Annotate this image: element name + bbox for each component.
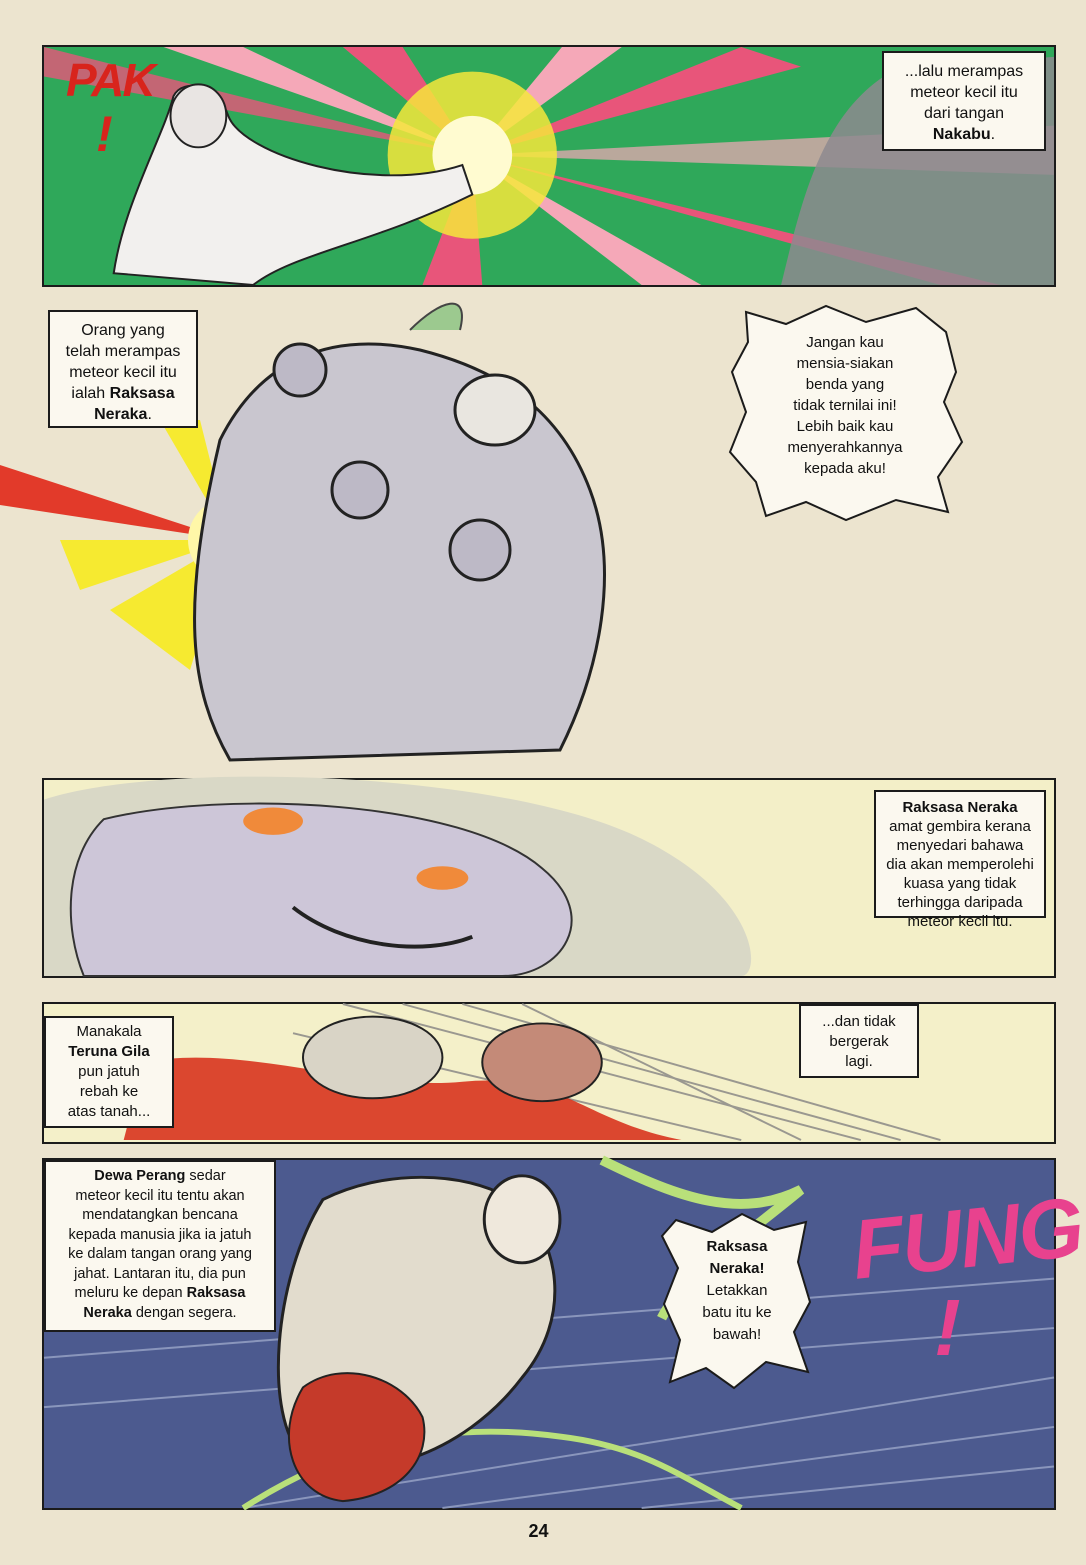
panel-3 (42, 778, 1056, 978)
teruna-gila (303, 1017, 442, 1099)
speech-dewa-perang: Raksasa Neraka! Letakkan batu itu ke bawah! (702, 1238, 772, 1343)
caption-dewa-perang: Dewa Perang sedar meteor kecil itu tentu akan mendatangkan bencana kepada manusia jika ia jatuh ke dalam tangan orang yang jahat. Lantaran itu, dia pun meluru ke depan Raksasa Neraka dengan segera. (44, 1160, 276, 1332)
panel-4 (42, 1002, 1056, 1144)
caption-raksasa-neraka: Orang yang telah merampas meteor kecil itu ialah Raksasa Neraka. (48, 310, 198, 428)
caption-teruna-gila: Manakala Teruna Gila pun jatuh rebah ke atas tanah... (44, 1016, 174, 1128)
eye-right (417, 866, 469, 890)
sfx-pak-exclaim: ! (96, 106, 111, 162)
caption-tidak-bergerak: ...dan tidak bergerak lagi. (799, 1004, 919, 1078)
panel-5 (42, 1158, 1086, 1510)
sfx-fung: FUNG (847, 1179, 1086, 1297)
caption-gembira: Raksasa Neraka amat gembira kerana menyedari bahawa dia akan memperolehi kuasa yang tidak terhingga daripada meteor kecil itu. (874, 790, 1046, 918)
eye-left (243, 807, 303, 834)
page-number: 24 (528, 1521, 549, 1541)
panel-1 (42, 45, 1056, 287)
caption-nakabu: ...lalu merampas meteor kecil itu dari tangan Nakabu. (882, 51, 1046, 151)
speech-raksasa: Jangan kau mensia-siakan benda yang tidak ternilai ini! Lebih baik kau menyerahkannya kepada aku! (787, 334, 903, 477)
panel-2 (0, 290, 1077, 778)
sfx-pak: PAK (66, 54, 154, 106)
sfx-fung-exclaim: ! (934, 1283, 959, 1372)
